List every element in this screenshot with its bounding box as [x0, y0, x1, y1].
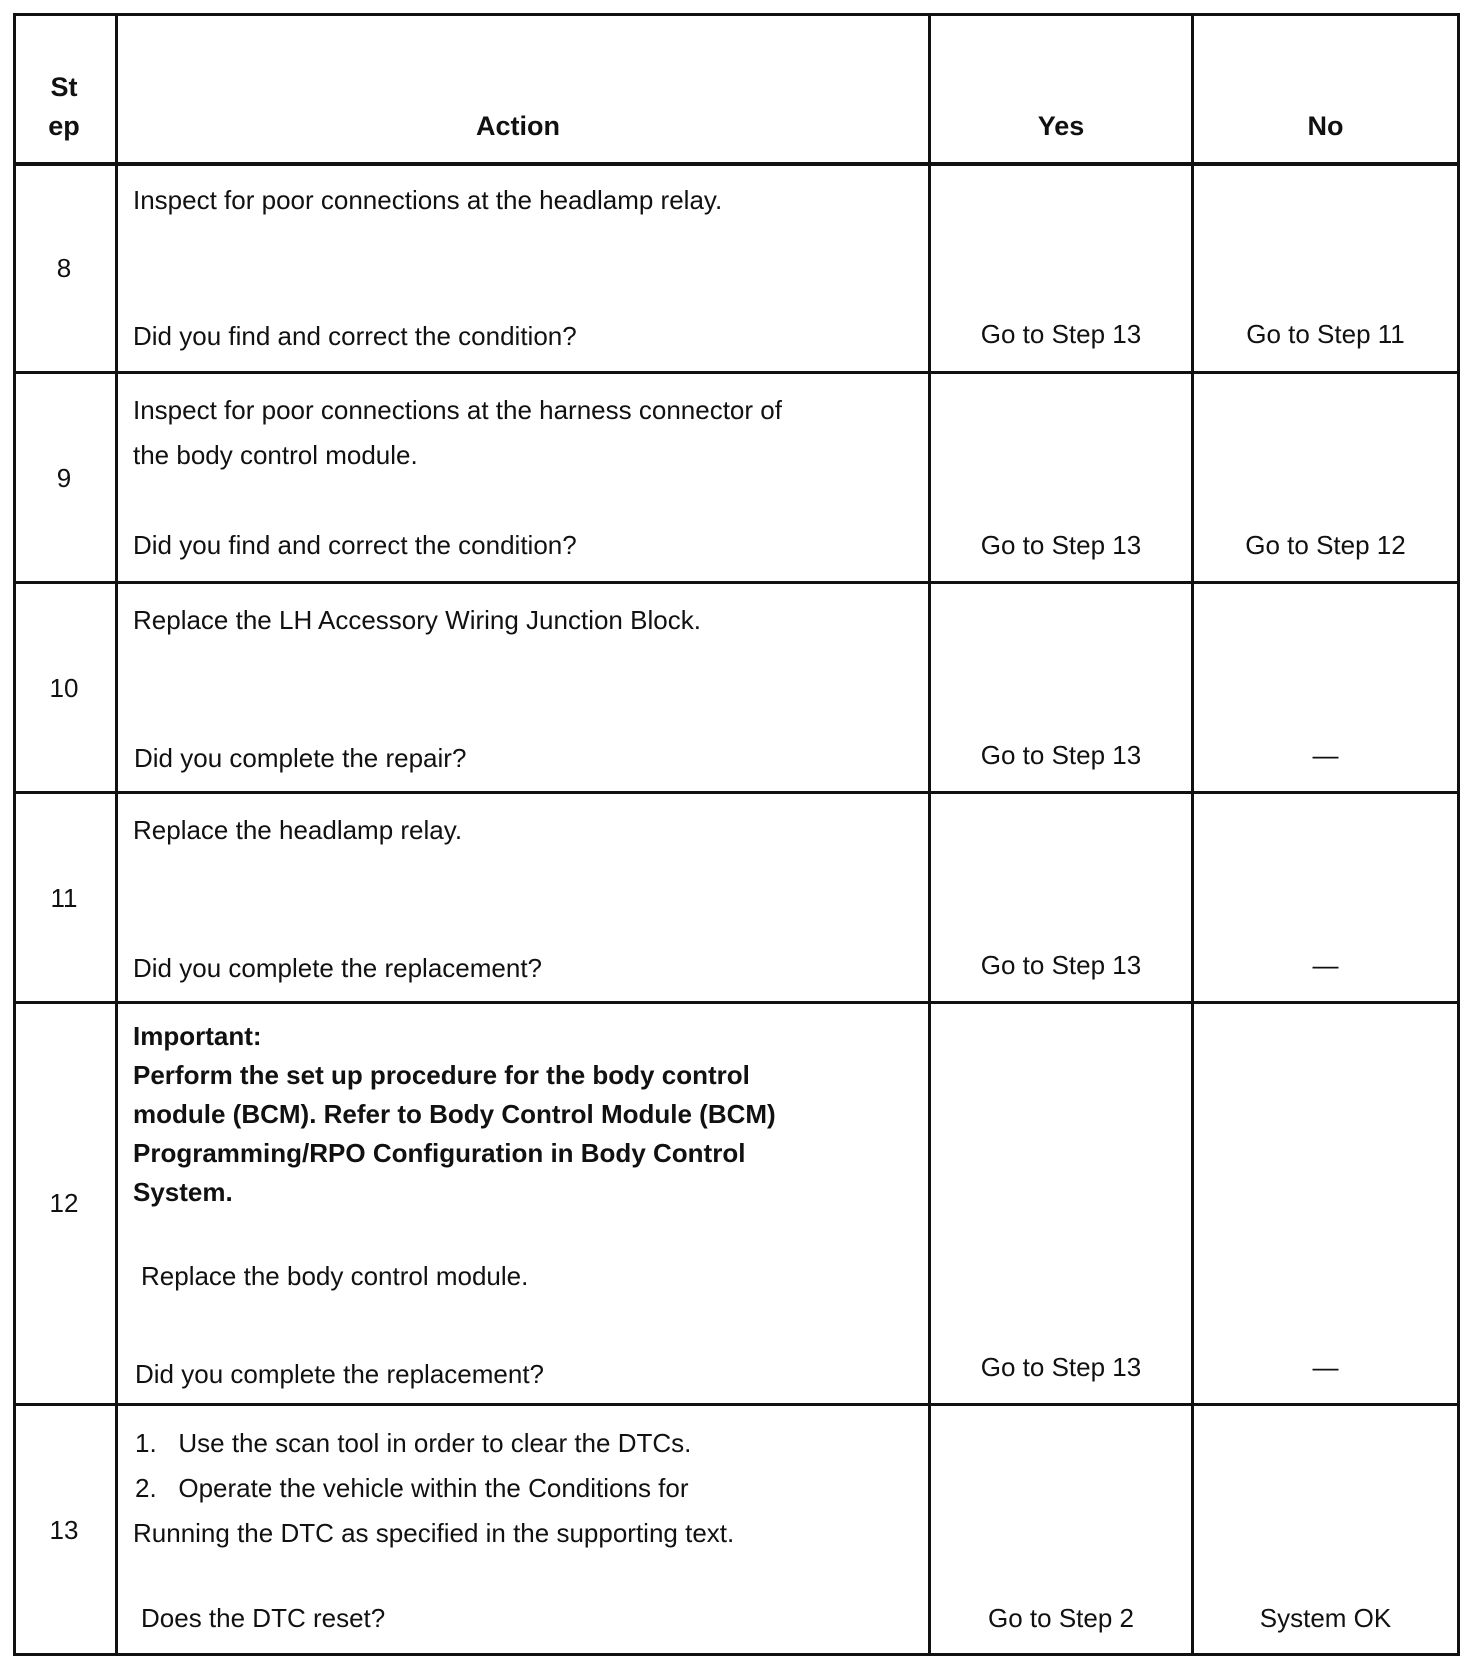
no-result: Go to Step 12 [1245, 530, 1406, 560]
header-step-line2: ep [48, 111, 80, 141]
no-result: — [1312, 950, 1339, 980]
table-border-top [13, 13, 1460, 16]
header-yes: Yes [1037, 111, 1085, 141]
yes-result: Go to Step 13 [980, 530, 1142, 560]
table-border-bottom [13, 1653, 1460, 1656]
header-step-line1: St [50, 72, 78, 102]
action-text: Replace the LH Accessory Wiring Junction Block. [133, 605, 701, 635]
action-text: 2. Operate the vehicle within the Conditions for [135, 1473, 689, 1503]
table-border-right [1457, 13, 1460, 1656]
important-text: Programming/RPO Configuration in Body Control [133, 1138, 746, 1168]
row-rule [13, 1403, 1460, 1406]
header-action: Action [476, 111, 560, 141]
action-question: Does the DTC reset? [141, 1603, 386, 1633]
no-result: — [1312, 1352, 1339, 1382]
row-rule [13, 1001, 1460, 1004]
action-question: Did you find and correct the condition? [133, 321, 577, 351]
important-text: module (BCM). Refer to Body Control Module (BCM) [133, 1099, 776, 1129]
step-number: 8 [56, 253, 72, 283]
no-result: — [1312, 740, 1339, 770]
row-rule [13, 371, 1460, 374]
important-text: Perform the set up procedure for the body control [133, 1060, 750, 1090]
action-text: Inspect for poor connections at the harness connector of [133, 395, 782, 425]
important-text: System. [133, 1177, 233, 1207]
yes-result: Go to Step 13 [980, 1352, 1142, 1382]
column-rule-step [115, 13, 118, 1656]
action-text: Replace the body control module. [141, 1261, 529, 1291]
step-number: 11 [50, 883, 78, 913]
action-text: the body control module. [133, 440, 418, 470]
header-no: No [1307, 111, 1344, 141]
step-number: 10 [49, 673, 79, 703]
action-text: Running the DTC as specified in the supporting text. [133, 1518, 735, 1548]
yes-result: Go to Step 13 [980, 740, 1142, 770]
column-rule-yes [1191, 13, 1194, 1656]
action-question: Did you complete the repair? [134, 743, 467, 773]
column-rule-action [928, 13, 931, 1656]
step-number: 12 [49, 1188, 79, 1218]
header-rule [13, 162, 1460, 166]
important-label: Important: [133, 1021, 262, 1051]
diagnostic-table [13, 13, 1460, 1656]
yes-result: Go to Step 2 [988, 1603, 1134, 1633]
action-question: Did you complete the replacement? [135, 1359, 545, 1389]
row-rule [13, 581, 1460, 584]
action-question: Did you find and correct the condition? [133, 530, 577, 560]
action-question: Did you complete the replacement? [133, 953, 543, 983]
yes-result: Go to Step 13 [980, 950, 1142, 980]
step-number: 9 [56, 463, 72, 493]
yes-result: Go to Step 13 [980, 319, 1142, 349]
action-text: Inspect for poor connections at the headlamp relay. [133, 185, 723, 215]
action-text: 1. Use the scan tool in order to clear the DTCs. [135, 1428, 692, 1458]
no-result: System OK [1259, 1603, 1392, 1633]
action-text: Replace the headlamp relay. [133, 815, 463, 845]
no-result: Go to Step 11 [1246, 319, 1405, 349]
row-rule [13, 791, 1460, 794]
step-number: 13 [49, 1515, 79, 1545]
